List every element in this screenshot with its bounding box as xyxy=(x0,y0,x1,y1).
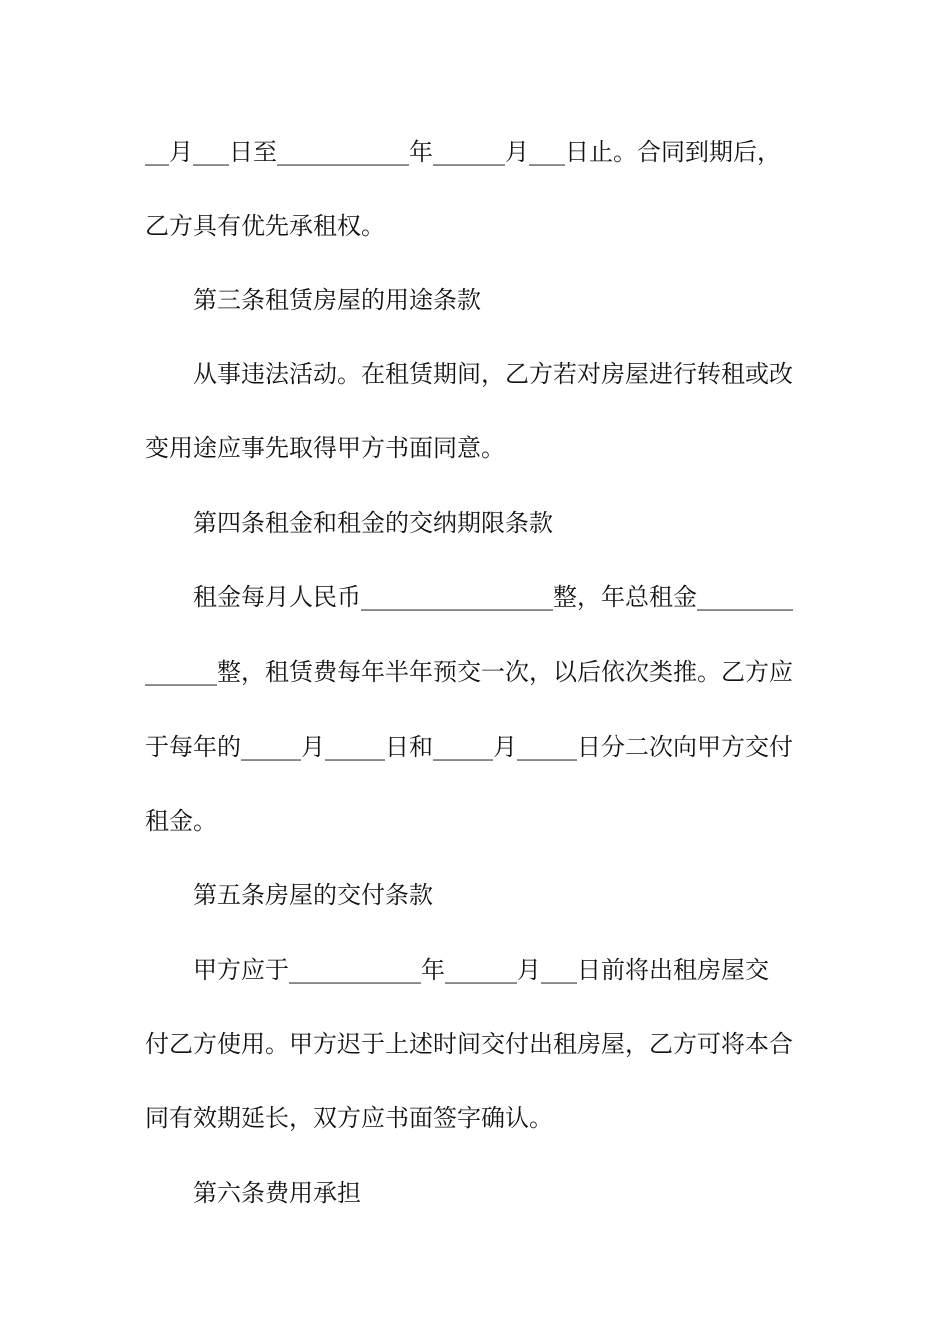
body-text-line: 租金每月人民币________________整，年总租金________ xyxy=(193,583,793,611)
section-heading-article-5: 第五条房屋的交付条款 xyxy=(193,881,433,909)
body-text-line: 从事违法活动。在租赁期间，乙方若对房屋进行转租或改 xyxy=(193,360,793,388)
body-text-line: ______整，租赁费每年半年预交一次，以后依次类推。乙方应 xyxy=(145,658,793,686)
section-heading-article-6: 第六条费用承担 xyxy=(193,1179,361,1207)
body-text-line: 甲方应于___________年______月___日前将出租房屋交 xyxy=(193,956,769,984)
body-text-line: 于每年的_____月_____日和_____月_____日分二次向甲方交付 xyxy=(145,733,793,761)
section-heading-article-4: 第四条租金和租金的交纳期限条款 xyxy=(193,509,553,537)
section-heading-article-3: 第三条租赁房屋的用途条款 xyxy=(193,286,481,314)
body-text-line: 乙方具有优先承租权。 xyxy=(145,212,385,240)
body-text-line: __月___日至___________年______月___日止。合同到期后， xyxy=(145,138,781,166)
body-text-line: 变用途应事先取得甲方书面同意。 xyxy=(145,434,505,462)
body-text-line: 付乙方使用。甲方迟于上述时间交付出租房屋，乙方可将本合 xyxy=(145,1030,793,1058)
body-text-line: 租金。 xyxy=(145,807,217,835)
body-text-line: 同有效期延长，双方应书面签字确认。 xyxy=(145,1104,553,1132)
